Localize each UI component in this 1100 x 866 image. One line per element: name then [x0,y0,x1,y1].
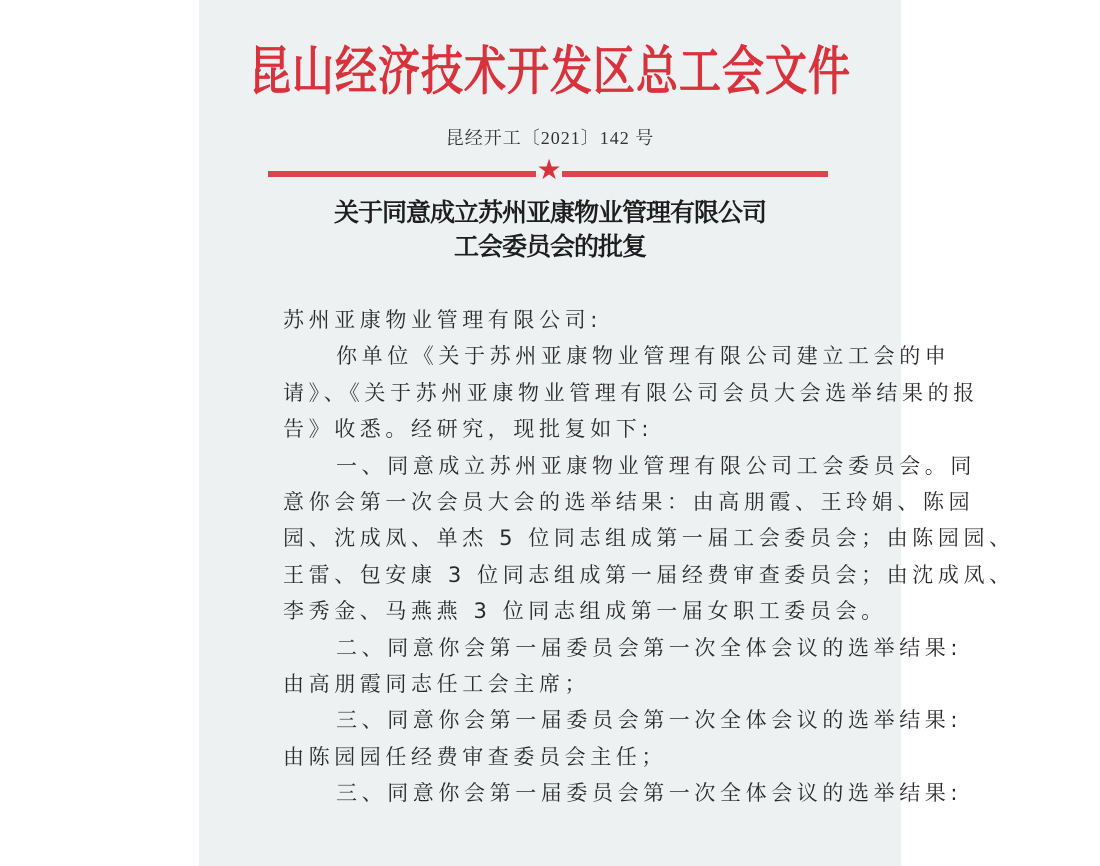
body-line: 三、同意你会第一届委员会第一次全体会议的选举结果: [336,708,963,733]
red-divider-right [562,171,828,177]
subject-line-1: 关于同意成立苏州亚康物业管理有限公司 [333,198,766,227]
document-body [283,302,1015,811]
red-divider-left [268,171,536,177]
body-line: 李秀金、马燕燕 3 位同志组成第一届女职工委员会。 [283,599,887,624]
body-line: 园、沈成凤、单杰 5 位同志组成第一届工会委员会；由陈园园、 [283,526,1015,551]
body-line: 三、同意你会第一届委员会第一次全体会议的选举结果: [336,781,963,806]
body-line: 你单位《关于苏州亚康物业管理有限公司建立工会的申 [336,344,951,369]
document-number: 昆经开工〔2021〕142 号 [445,128,655,148]
body-line: 二、同意你会第一届委员会第一次全体会议的选举结果: [336,635,963,660]
body-line: 一、同意成立苏州亚康物业管理有限公司工会委员会。同 [336,453,976,478]
body-line: 请》、《关于苏州亚康物业管理有限公司会员大会选举结果的报 [283,380,979,405]
body-line: 告》收悉。经研究，现批复如下: [283,417,654,442]
document-header-title: 昆山经济技术开发区总工会文件 [248,40,851,102]
body-line: 意你会第一次会员大会的选举结果：由高朋霞、王玲娟、陈园 [283,489,975,514]
subject-line-2: 工会委员会的批复 [453,232,646,261]
star-icon: ★ [536,155,562,186]
body-line: 苏州亚康物业管理有限公司: [283,308,602,332]
body-line: 由高朋霞同志任工会主席； [283,671,591,696]
body-line: 王雷、包安康 3 位同志组成第一届经费审查委员会；由沈成凤、 [283,562,1015,587]
body-line: 由陈园园任经费审查委员会主任； [283,744,667,769]
